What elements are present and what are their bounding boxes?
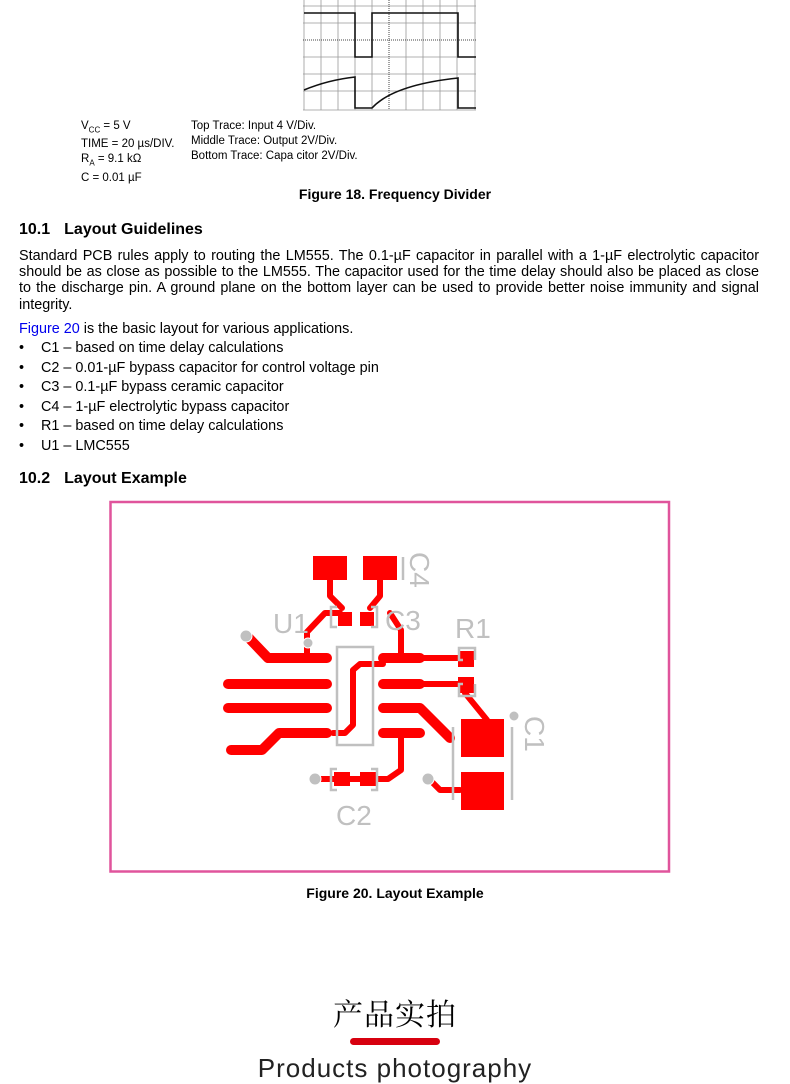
list-item: • U1 – LMC555	[19, 437, 130, 454]
list-item: • C4 – 1-µF electrolytic bypass capacitor	[19, 398, 290, 415]
c-condition: C = 0.01 µF	[81, 171, 142, 184]
figure-20-caption: Figure 20. Layout Example	[306, 885, 484, 901]
c1-label: C1	[519, 716, 550, 752]
c2-label: C2	[336, 800, 372, 831]
ra-condition: $R_A = 9.1$ kΩ	[81, 153, 142, 168]
time-condition: TIME = 20 µs/DIV.	[81, 138, 175, 151]
r1-label: R1	[455, 613, 491, 644]
figure-reference-line: Figure 20 is the basic layout for various applications.	[19, 321, 354, 337]
bottom-trace: Bottom Trace: Capa citor 2V/Div.	[191, 150, 358, 162]
section-10-1-heading: 10.1 Layout Guidelines	[19, 221, 203, 238]
silkscreen	[331, 557, 512, 800]
list-item: • C3 – 0.1-µF bypass ceramic capacitor	[19, 379, 284, 395]
u1-label: U1	[273, 608, 309, 639]
c4-label: C4	[404, 552, 435, 588]
vcc-condition: $V_{CC} = 5$ V	[81, 120, 131, 135]
middle-trace: Middle Trace: Output 2V/Div.	[191, 135, 338, 147]
title-underline	[350, 1038, 440, 1045]
figure-20-link[interactable]: Figure 20	[19, 321, 80, 337]
products-title-en: Products photography	[257, 1053, 533, 1083]
c3-label: C3	[385, 605, 421, 636]
products-title-cn: 产品实拍	[333, 999, 457, 1032]
list-item: • C2 – 0.01-µF bypass capacitor for control voltage pin	[19, 359, 379, 376]
list-item: • C1 – based on time delay calculations	[19, 340, 284, 356]
copper-traces	[228, 580, 487, 790]
section-10-2-heading: 10.2 Layout Example	[19, 470, 187, 487]
figure-18-caption: Figure 18. Frequency Divider	[298, 186, 492, 202]
list-item: • R1 – based on time delay calculations	[19, 418, 284, 434]
top-trace: Top Trace: Input 4 V/Div.	[191, 120, 317, 132]
layout-guidelines-paragraph: Standard PCB rules apply to routing the LM555. The 0.1-µF capacitor in parallel with a 1-µF electrolytic capacitor should be as close as possible to the LM555. The capacitor used for the time delay should also be placed as close to the discharge pin. A ground plane on the bottom layer can be used to provide better noise immunity and signal integrity.	[19, 248, 759, 313]
